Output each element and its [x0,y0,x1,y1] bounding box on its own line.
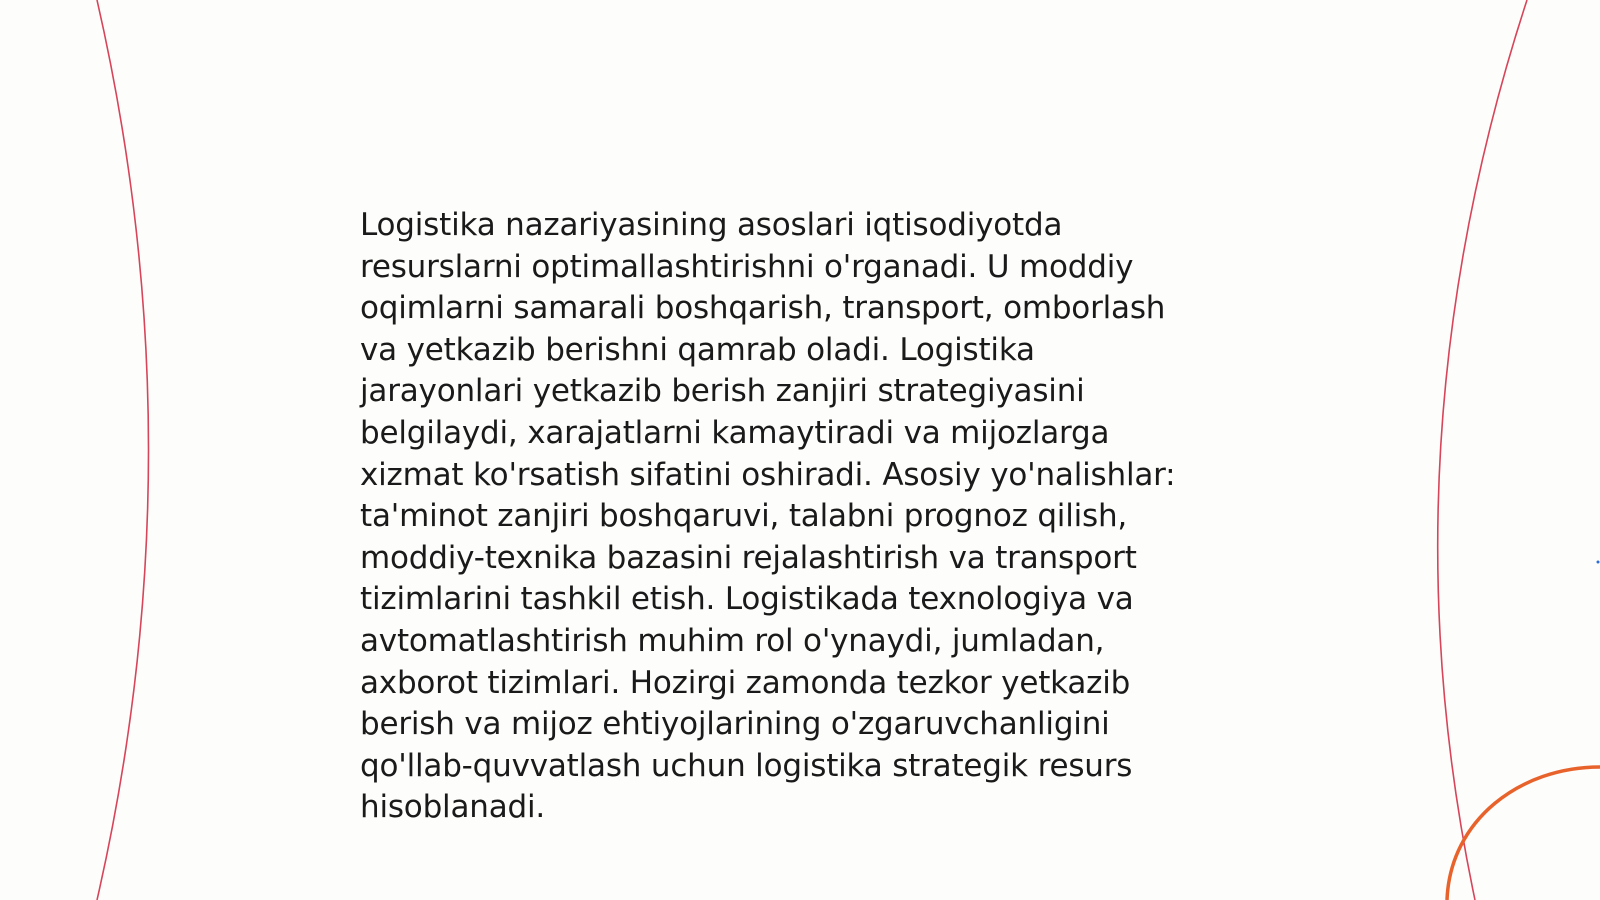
body-line: qo'llab-quvvatlash uchun logistika strategik resurs [360,747,1133,784]
body-line: resurslarni optimallashtirishni o'rganadi. U moddiy [360,248,1134,285]
small-dot [1597,561,1600,564]
body-line: ta'minot zanjiri boshqaruvi, talabni prognoz qilish, [360,498,1128,535]
body-line: moddiy-texnika bazasini rejalashtirish va transport [360,539,1137,576]
body-line: axborot tizimlari. Hozirgi zamonda tezkor yetkazib [360,664,1131,701]
body-paragraph [360,205,1240,829]
body-line: xizmat ko'rsatish sifatini oshiradi. Asosiy yo'nalishlar: [360,456,1176,493]
right-curve-line [1438,0,1527,900]
orange-arc [1447,767,1600,900]
body-line: avtomatlashtirish muhim rol o'ynaydi, jumladan, [360,622,1105,659]
body-line: hisoblanadi. [360,789,546,826]
body-line: Logistika nazariyasining asoslari iqtisodiyotda [360,207,1063,243]
body-line: belgilaydi, xarajatlarni kamaytiradi va mijozlarga [360,414,1110,451]
left-curve-line [97,0,149,900]
body-line: jarayonlari yetkazib berish zanjiri strategiyasini [360,373,1085,410]
body-line: va yetkazib berishni qamrab oladi. Logistika [360,331,1035,368]
body-line: berish va mijoz ehtiyojlarining o'zgaruvchanligini [360,706,1110,743]
body-line: tizimlarini tashkil etish. Logistikada texnologiya va [360,581,1134,618]
body-line: oqimlarni samarali boshqarish, transport, omborlash [360,290,1166,327]
